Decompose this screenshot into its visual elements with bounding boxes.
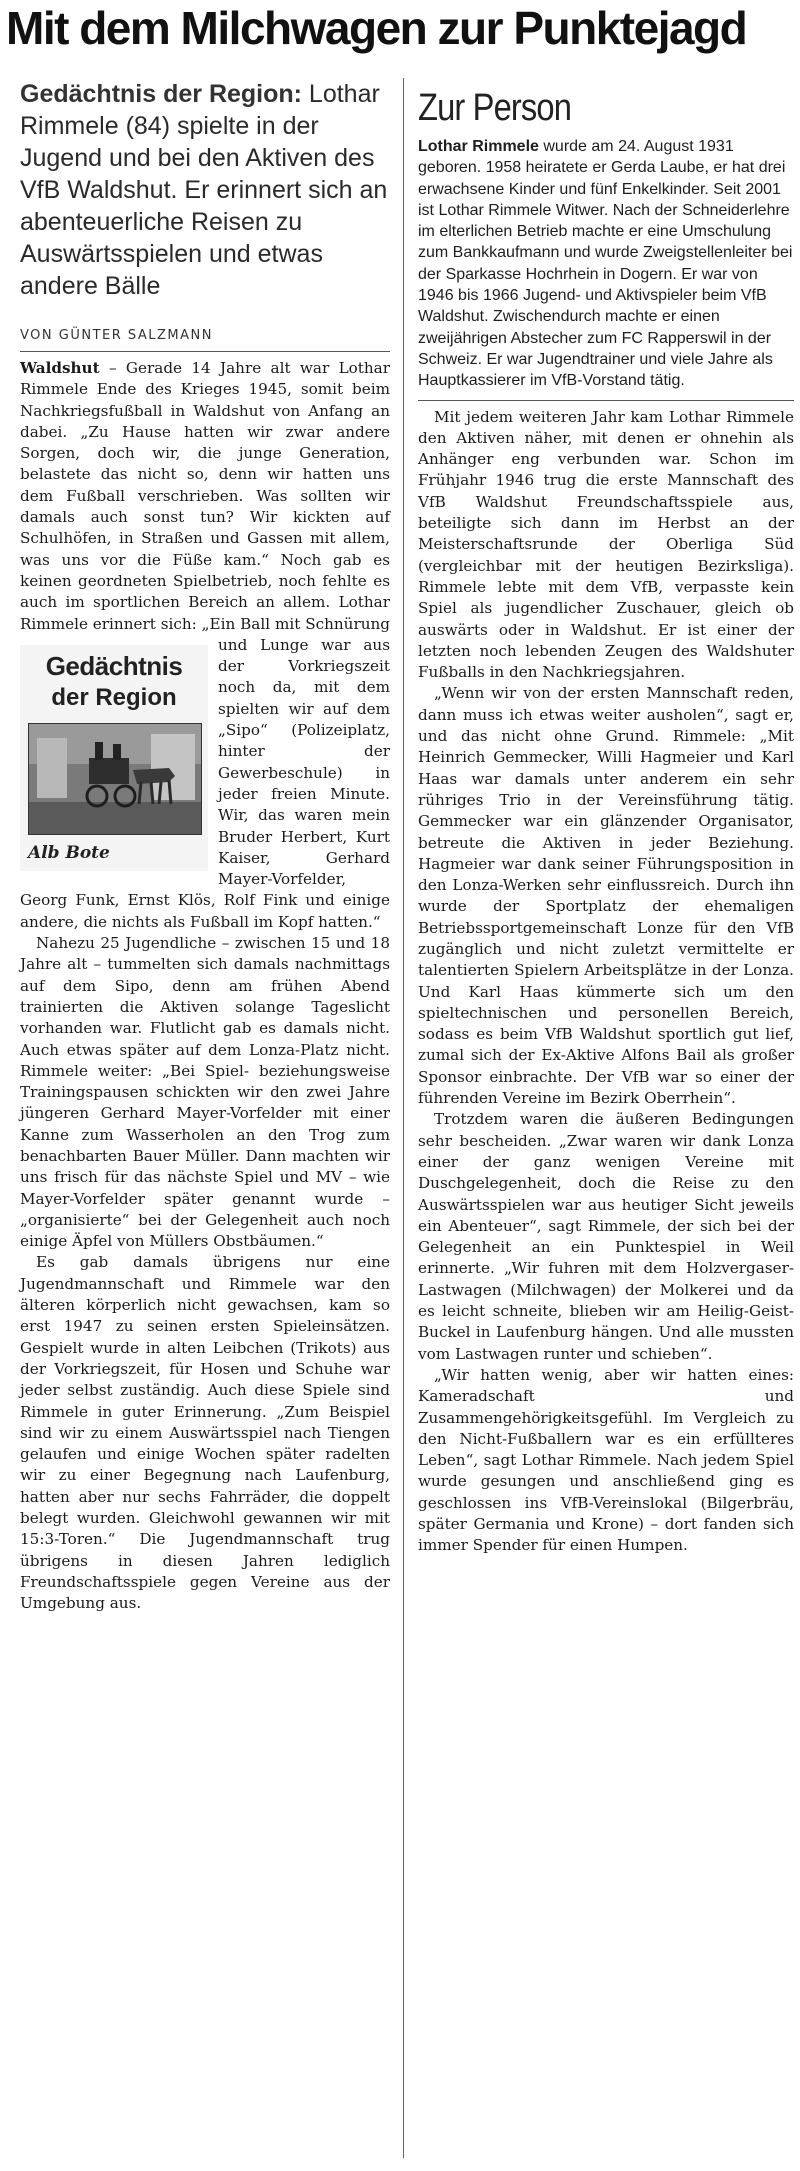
article-paragraph-7: „Wir hatten wenig, aber wir hatten eines: Kameradschaft und Zusammengehörigkeitsgefühl. Im Vergleich zu den Nicht-Fußballern war es ein erfüllteres Leben“, sagt Lothar Rimmele. Nach jedem Spiel wurde gesungen und anschließend ging es geschlossen ins VfB-Vereinslokal (Bilgerbräu, später Germania und Krone) – dort fanden sich immer Spender für einen Humpen.: [418, 1365, 794, 1555]
teaser: [20, 78, 390, 302]
dateline: Waldshut: [20, 359, 100, 377]
column-divider: [403, 78, 404, 2158]
info-box-title: Zur Person: [418, 87, 572, 129]
byline: VON GÜNTER SALZMANN: [20, 328, 213, 343]
info-box-divider: [418, 400, 794, 401]
byline-divider: [20, 351, 390, 352]
article-body-right: [418, 407, 794, 1557]
article-paragraph-3: Es gab damals übrigens nur eine Jugendmannschaft und Rimmele war den älteren körperlich nicht gewachsen, kam so erst 1947 zu seinen ersten Spieleinsätzen. Gespielt wurde in alten Leibchen (Trikots) aus der Vorkriegszeit, für Hosen und Schuhe war jeder selbst zuständig. Auch diese Spiele sind Rimmele in guter Erinnerung. „Zum Beispiel sind wir zu einem Auswärtsspiel nach Tiengen gelaufen und einige Wochen später radelten wir zu einer Begegnung nach Laufenburg, hatten aber nur sechs Fahrräder, die doppelt belegt wurden. Gleichwohl gewannen wir mit 15:3-Toren.“ Die Jugendmannschaft trug übrigens in diesen Jahren lediglich Freundschaftsspiele gegen Vereine aus der Umgebung aus.: [20, 1253, 390, 1613]
article-paragraph-6: Trotzdem waren die äußeren Bedingungen sehr bescheiden. „Zwar waren wir dank Lonza einer der ganz wenigen Vereine mit Duschgelegenheit, doch die Reise zu den Auswärtsspielen war aus heutiger Sicht jeweils ein Abenteuer“, sagt Rimmele, der sich bei der Gelegenheit an ein Punktespiel in Weil erinnerte. „Wir fuhren mit dem Holzvergaser-Lastwagen (Milchwagen) der Molkerei und da es leicht schneite, blieben wir am Heilig-Geist-Buckel in Laufenburg hängen. Und alle mussten vom Lastwagen runter und schieben“.: [418, 1110, 794, 1363]
article-paragraph-5: „Wenn wir von der ersten Mannschaft reden, dann muss ich etwas weiter ausholen“, sagt er, und das nicht ohne Grund. Rimmele: „Mit Heinrich Gemmecker, Willi Hagmeier und Karl Haas war damals unter anderem ein sehr rühriges Trio in der Vereinsführung tätig. Gemmecker war ein glänzender Organisator, betreute die Aktiven in jeder Beziehung. Hagmeier war dank seiner Führungsposition in den Lonza-Werken sehr einflussreich. Durch ihn wurde der Sportplatz der ehemaligen Betriebssportgemeinschaft Lonze für den VfB zugänglich und nicht zuletzt vermittelte er talentierten Spielern Arbeitsplätze in der Lonza. Und Karl Haas kümmerte sich um den spieltechnischen und personellen Bereich, sodass es beim VfB Waldshut sportlich gut lief, zumal sich der Ex-Aktive Alfons Bail als großer Sponsor einbrachte. Der VfB war so einer der führenden Vereine im Bezirk Oberrhein“.: [418, 684, 794, 1108]
paragraph-1-start: – Gerade 14 Jahre alt war Lothar Rimmele Ende des Krieges 1945, somit beim Nachkriegsfußball in Waldshut von Anfang an dabei. „Zu Hause hatten wir zwar andere Sorgen, doch wir, die junge Generation, belastete das nicht so, denn wir hatten uns dem Fußball verschrieben. Was sollten wir damals auch sonst tun? Wir kickten auf Schulhöfen, in Straßen und Gassen mit allem, was uns vor die Füße kam.“ Noch gab es keinen geordneten Spielbetrieb, noch fehlte es auch im sportlichen Bereich an allem. Lothar Rimmele erinnert sich: „Ein Ball: [20, 359, 390, 633]
info-box-bio: wurde am 24. August 1931 geboren. 1958 heiratete er Gerda Laube, er hat drei erwachsene Kinder und fünf Enkelkinder. Seit 2001 ist Lothar Rimmele Witwer. Nach der Schneiderlehre im elterlichen Betrieb machte er eine Umschulung zum Bankkaufmann und wurde Zweigstellenleiter bei der Sparkasse Hochrhein in Dogern. Er war von 1946 bis 1966 Jugend- und Aktivspieler beim VfB Waldshut. Zwischendurch machte er einen zweijährigen Abstecher zum FC Rapperswil in der Schweiz. Er war Jugendtrainer und viele Jahre als Hauptkassierer im VfB-Vorstand tätig.: [418, 138, 793, 390]
series-image: [20, 645, 208, 871]
article-paragraph-2: Nahezu 25 Jugendliche – zwischen 15 und 18 Jahre alt – tummelten sich damals nachmittags auf dem Sipo, denn am frühen Abend trainierten die Aktiven solange Tageslicht vorhanden war. Flutlicht gab es damals nicht. Auch etwas später auf dem Lonza-Platz nicht. Rimmele weiter: „Bei Spiel- beziehungsweise Trainingspausen schickten wir den zwei Jahre jüngeren Gerhard Mayer-Vorfelder mit einer Kanne zum Wasserholen an den Trog zum benachbarten Bauer Müller. Dann machten wir uns frisch für das nächste Spiel und MV – wie Mayer-Vorfelder später genannt wurde – „organisierte“ bei der Gelegenheit auch noch einige Äpfel von Müllers Obstbäumen.“: [20, 934, 390, 1251]
series-title-line-1: Gedächtnis: [45, 650, 183, 681]
horse-carriage-photo: [29, 724, 201, 834]
info-box-name: Lothar Rimmele: [418, 138, 539, 155]
series-title-line-2: der Region: [51, 683, 177, 711]
article-paragraph-1: [20, 358, 390, 933]
left-column: [20, 78, 390, 1615]
teaser-kicker: Gedächtnis der Region:: [20, 80, 302, 108]
article-paragraph-4: Mit jedem weiteren Jahr kam Lothar Rimmele den Aktiven näher, mit denen er ohnehin als Anhänger eng verbunden war. Schon im Frühjahr 1946 trug die erste Mannschaft des VfB Waldshut Freundschaftsspiele aus, beteiligte sich dann im Herbst an der Meisterschaftsrunde der Oberliga Süd (vergleichbar mit der heutigen Bezirksliga). Rimmele lebte mit dem VfB, verpasste kein Spiel als jugendlicher Zuschauer, gleich ob auswärts oder in Waldshut. Er ist einer der letzten noch lebenden Zeugen des Waldshuter Fußballs in den Nachkriegsjahren.: [418, 407, 794, 682]
right-column: [418, 86, 794, 1557]
paragraph-1-end: mit Schnürung und Lunge war aus der Vorkriegszeit noch da, mit dem spielten wir auf dem „Sipo“ (Polizeiplatz, hinter der Gewerbeschule) in jeder freien Minute. Wir, das waren mein Bruder Herbert, Kurt Kaiser, Gerhard Mayer-Vorfelder, Georg Funk, Ernst Klös, Rolf Fink und einige andere, die nichts als Fußball im Kopf hatten.“: [20, 614, 390, 931]
info-box-text: [418, 136, 794, 392]
alb-bote-logo: Alb Bote: [28, 842, 110, 863]
historic-photo: [28, 723, 202, 835]
headline: Mit dem Milchwagen zur Punktejagd: [6, 2, 747, 54]
article-body-left: [20, 358, 390, 1615]
teaser-text: Lothar Rimmele (84) spielte in der Jugend und bei den Aktiven des VfB Waldshut. Er erinnert sich an abenteuerliche Reisen zu Auswärtsspielen und etwas andere Bälle: [20, 80, 388, 300]
